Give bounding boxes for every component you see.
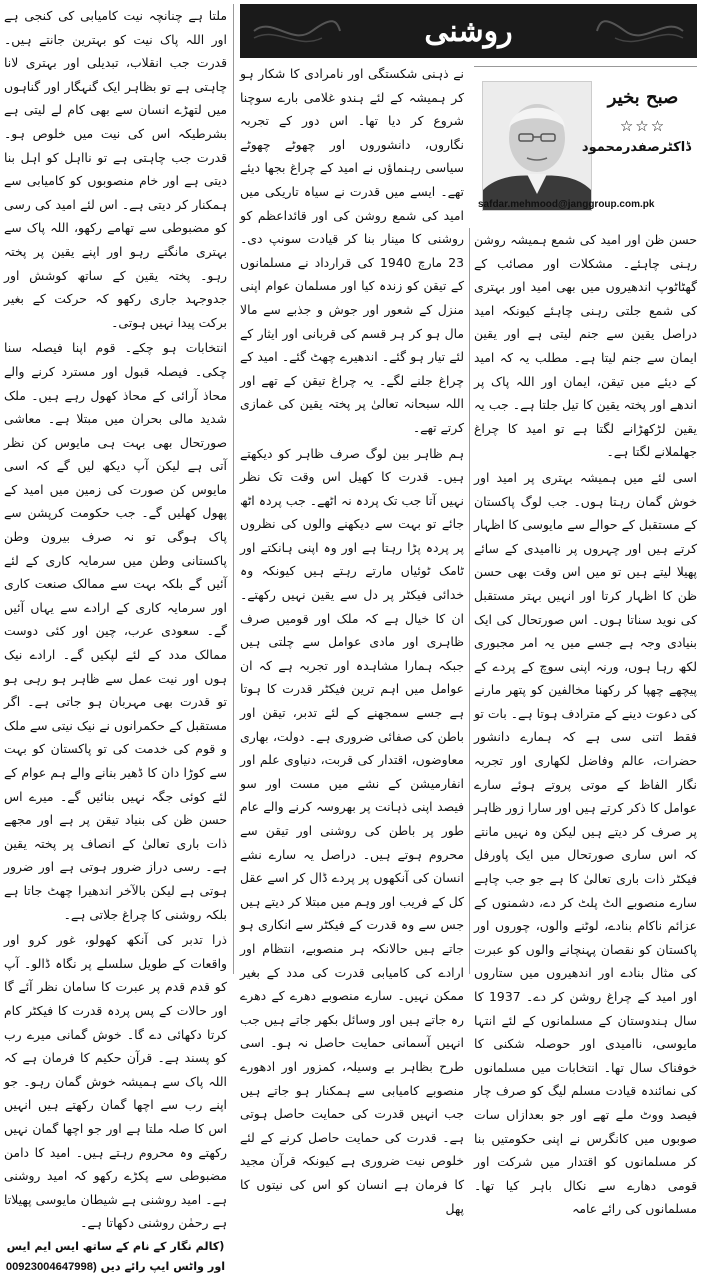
column-divider [469, 228, 470, 974]
phone-number: 00923004647998) [5, 1260, 97, 1273]
column-right [474, 228, 697, 1217]
column-middle [240, 62, 464, 1216]
paragraph: اسی لئے میں ہمیشہ بہتری پر امید اور خوش گمان رہتا ہوں۔ جب لوگ پاکستان کے مستقبل کے حوالے سے مایوسی کا اظہار کرتے ہیں اور چہروں پر ناامیدی کے سائے پھیلا لیتے ہیں تو میں اس وقت بھی حسن ظن کا اظہار کرتا اور انہیں بہتر مستقبل کی نوید سناتا ہوں۔ اس صورتحال کی ایک بنیادی وجہ ہے جسے میں یہ امر مجبوری لکھ رہا ہوں، ورنہ اپنی سوچ کے پردے کے پیچھے چھپا کر رکھنا مخالفین کو پتھر مارنے کی دعوت دینے کے مترادف ہوتا ہے۔ بات تو فقط اتنی سی ہے کہ ہمارے دانشور حضرات، عالم وفاضل لکھاری اور تجربہ نگار الفاظ کے موتی پروتے ہوئے سارے عوامل کا ذکر کرتے ہیں اور سارا زور ظاہر پر صرف کر دیتے ہیں لیکن وہ نہیں مانتے کہ اس ساری صورتحال میں ایک پاورفل فیکٹر ذات باری تعالیٰ کا ہے جو جب چاہے سارے منصوبے الٹ پلٹ کر دے، دشمنوں کے عزائم ناکام بنادے، لوٹنے والوں، چوروں اور پاکستان کو نقصان پہنچانے والوں کو عبرت کی مثال بنادے اور اندھیروں میں ستاروں اور امید کے چراغ روشن کر دے۔ 1937 کا سال ہندوستان کے مسلمانوں کے لئے انتہا مایوسی، ناامیدی اور حوصلہ شکنی کا خوفناک سال تھا۔ انتخابات میں مسلمانوں کی نمائندہ قیادت مسلم لیگ کو صرف چار فیصد ووٹ ملے تھے اور جو بعدازاں سات صوبوں میں کانگرس نے اپنی حکومتیں بنا کر مسلمانوں کو اقتدار میں شرکت اور قومی دھارے سے نکال باہر کیا تھا۔ مسلمانوں کی رائے عامہ [474, 469, 697, 1217]
column-divider [233, 4, 234, 974]
paragraph: ملتا ہے چنانچہ نیت کامیابی کی کنجی ہے اور اللہ پاک نیت کو بہترین جانتے ہیں۔ قدرت جب انقلاب، تبدیلی اور بہتری لانا چاہتی ہے تو بظاہر ایک گنہگار اور گناہوں میں لتھڑے انسان سے بھی کام لے لیتی ہے بشرطیکہ اس کی نیت میں خلوص ہو۔ قدرت جب چاہتی ہے تو نااہل کو اہل بنا دیتی ہے اور خام منصوبوں کو کامیابی سے ہمکنار کر دیتی ہے۔ اس لئے امید کی رسی کو مضبوطی سے تھامے رکھو، اللہ پاک سے بہتری مانگتے رہو اور اپنے یقین پر پختہ رہو۔ پختہ یقین کے ساتھ کوشش اور جدوجہد جاری رکھو کہ حرکت کے بغیر برکت پیدا نہیں ہوتی۔ [4, 8, 227, 330]
ornament-icon [252, 14, 342, 48]
paragraph: ذرا تدبر کی آنکھ کھولو، غور کرو اور واقعات کے طویل سلسلے پر نگاہ ڈالو۔ آپ کو قدم قدم پر عبرت کا سامان نظر آئے گا اور حالات کے پس پردہ قدرت کا فیکٹر کام کرتا دکھائی دے گا۔ خوش گمانی میرے رب کو پسند ہے۔ قرآن حکیم کا فرمان ہے کہ اللہ پاک سے ہمیشہ خوش گمان رہو۔ جو اپنے رب سے اچھا گمان رکھتے ہیں انہیں اس کا صلہ ملتا ہے اور جو اچھا گمان نہیں رکھتے وہ محروم رہتے ہیں۔ امید کا دامن مضبوطی سے پکڑے رکھو کہ امید روشنی ہے۔ امید روشنی ہے شیطان مایوسی پھیلاتا ہے رحمٰن روشنی دکھاتا ہے۔ [4, 932, 227, 1231]
credit-line: (کالم نگار کے نام کے ساتھ ایس ایم ایس اور واٹس ایپ رائے دیں [6, 1239, 226, 1273]
author-box [474, 66, 697, 221]
author-name: ڈاکٹرصفدرمحمود [581, 140, 691, 155]
ornament-icon [595, 14, 685, 48]
paragraph: نے ذہنی شکستگی اور نامرادی کا شکار ہو کر ہمیشہ کے لئے ہندو غلامی بارے سوچنا شروع کر دیا تھا۔ اس دور کے تجربہ نگاروں، دانشوروں اور چھوٹے چھوٹے سیاسی رہنماؤں نے امید کے چراغ بجھا دیئے تھے۔ ایسے میں قدرت نے سیاہ تاریکی میں امید کی شمع روشن کی اور قائداعظم کو روشنی کا مینار بنا کر قیادت سونپ دی۔ 23 مارچ 1940 کی قرارداد نے مسلمانوں کے تیقن کو زندہ کیا اور مسلمان عوام اپنی منزل کے شعور اور جوش و جذبے سے مالا مال ہو کر ہر قسم کی قربانی اور ایثار کے لئے تیار ہو گئے۔ اندھیرے چھٹ گئے۔ امید کے چراغ جلنے لگے۔ یہ چراغ تیقن کے تھے اور اللہ سبحانہ تعالیٰ پر پختہ یقین کی غمازی کرتے تھے۔ [240, 66, 464, 435]
author-email[interactable]: safdar.mehmood@janggroup.com.pk [478, 199, 655, 210]
column-left [4, 4, 227, 1273]
stars-icon: ☆☆☆ [619, 117, 667, 135]
byline [581, 85, 691, 157]
masthead-title: روشنی [424, 13, 513, 49]
reader-feedback-note [4, 1237, 227, 1277]
column-masthead [240, 4, 697, 58]
paragraph: ہم ظاہر بین لوگ صرف ظاہر کو دیکھتے ہیں۔ قدرت کا کھیل اس وقت تک نظر نہیں آتا جب تک پردہ نہ اٹھے۔ جب پردہ اٹھ جائے تو بہت سے دیکھنے والوں کی نظروں پر پردہ پڑا رہتا ہے اور وہ اپنی ہانکتے اور ٹامک ٹوئیاں مارتے رہتے ہیں کیونکہ وہ خدائی فیکٹر پر دل سے یقین نہیں رکھتے۔ ان کا خیال ہے کہ ملک اور قومیں صرف ظاہری اور مادی عوامل سے چلتی ہیں جبکہ ہمارا مشاہدہ اور تجربہ ہے کہ ان عوامل میں اہم ترین فیکٹر قدرت کا ہوتا ہے جسے سمجھنے کے لئے تدبر، تیقن اور باطن کی صفائی ضروری ہے۔ دولت، بھاری معاوضوں، اقتدار کی قربت، دنیاوی علم اور انفارمیشن کے نشے میں مست اور سو فیصد اپنی ذہانت پر بھروسہ کرنے والے عام طور پر باطن کی روشنی اور تیقن سے محروم ہوتے ہیں۔ دراصل یہ سارے نشے انسان کی آنکھوں پر پردے ڈال کر اسے عقل کل کے فریب اور وہم میں مبتلا کر دیتے ہیں جس سے وہ قدرت کے فیکٹر سے انکاری ہو جاتے ہیں حالانکہ ہر منصوبے، انتظام اور ارادے کی کامیابی قدرت کی مدد کے بغیر ممکن نہیں۔ سارے منصوبے دھرے کے دھرے رہ جاتے ہیں اور وسائل بکھر جاتے ہیں جب انہیں آسمانی حمایت حاصل نہ ہو۔ اسی طرح بظاہر بے وسیلہ، کمزور اور ادھورے منصوبے کامیابی سے ہمکنار ہو جاتے ہیں جب انہیں قدرت کی حمایت حاصل ہوتی ہے۔ قدرت کی حمایت حاصل کرنے کے لئے خلوص نیت ضروری ہے کیونکہ قرآن مجید کا فرمان ہے انسان کو اس کی نیتوں کا پھل [240, 445, 464, 1216]
column-name: صبح بخیر [607, 87, 679, 108]
author-photo [482, 81, 592, 211]
paragraph: حسن ظن اور امید کی شمع ہمیشہ روشن رہنی چاہئے۔ مشکلات اور مصائب کے گھٹاٹوپ اندھیروں میں بھی امید اور بہتری کی شمع جلتی رہنی چاہئے کیونکہ امید دراصل یقین سے جنم لیتی ہے اور یقین ایمان سے جنم لیتا ہے۔ مطلب یہ کہ امید کے دیئے میں تیقن، ایمان اور اللہ پاک پر اندھے اور پختہ یقین کا تیل جلتا ہے۔ جب یہ یقین لڑکھڑانے لگتا ہے تو امید کا چراغ جھلملانے لگتا ہے۔ [474, 232, 697, 460]
paragraph: انتخابات ہو چکے۔ قوم اپنا فیصلہ سنا چکی۔ فیصلہ قبول اور مسترد کرنے والے محاذ آرائی کے محاذ کھول رہے ہیں۔ ملک شدید مالی بحران میں مبتلا ہے۔ معاشی صورتحال بھی بہت ہی مایوس کن نظر آتی ہے لیکن آپ دیکھ لیں گے کہ اسی مایوس کن صورت کی زمین میں امید کے پھول کھلیں گے۔ جب حکومت کرپشن سے پاک ہوگی تو نہ صرف بیرون وطن پاکستانی وطن میں سرمایہ کاری کے لئے آئیں گے بلکہ بہت سے ممالک صنعت کاری اور سرمایہ کاری کے ارادے سے یہاں آئیں گے۔ سعودی عرب، چین اور کئی دوست ممالک مدد کے لئے لپکیں گے۔ ارادے نیک ہوں اور نیت عمل سے ظاہر ہو رہی ہو تو قدرت بھی مہربان ہو جاتی ہے۔ اگر مستقبل کے حکمرانوں نے نیک نیتی سے ملک و قوم کی خدمت کی تو پاکستان کو بہت سے کوڑا دان کا ڈھیر بنانے والے ہم عوام کے لئے کوئی جگہ نہیں بنائیں گے۔ میرے اس حسن ظن کی بنیاد تیقن پر ہے اور مجھے ذات باری تعالیٰ کے انصاف پر پختہ یقین ہے۔ رسی دراز ضرور ہوتی ہے اور ضرور ہوتی ہے لیکن بالآخر اندھیرا چھٹ جاتا ہے بلکہ روشنی کا چراغ جلاتی ہے۔ [4, 340, 227, 922]
